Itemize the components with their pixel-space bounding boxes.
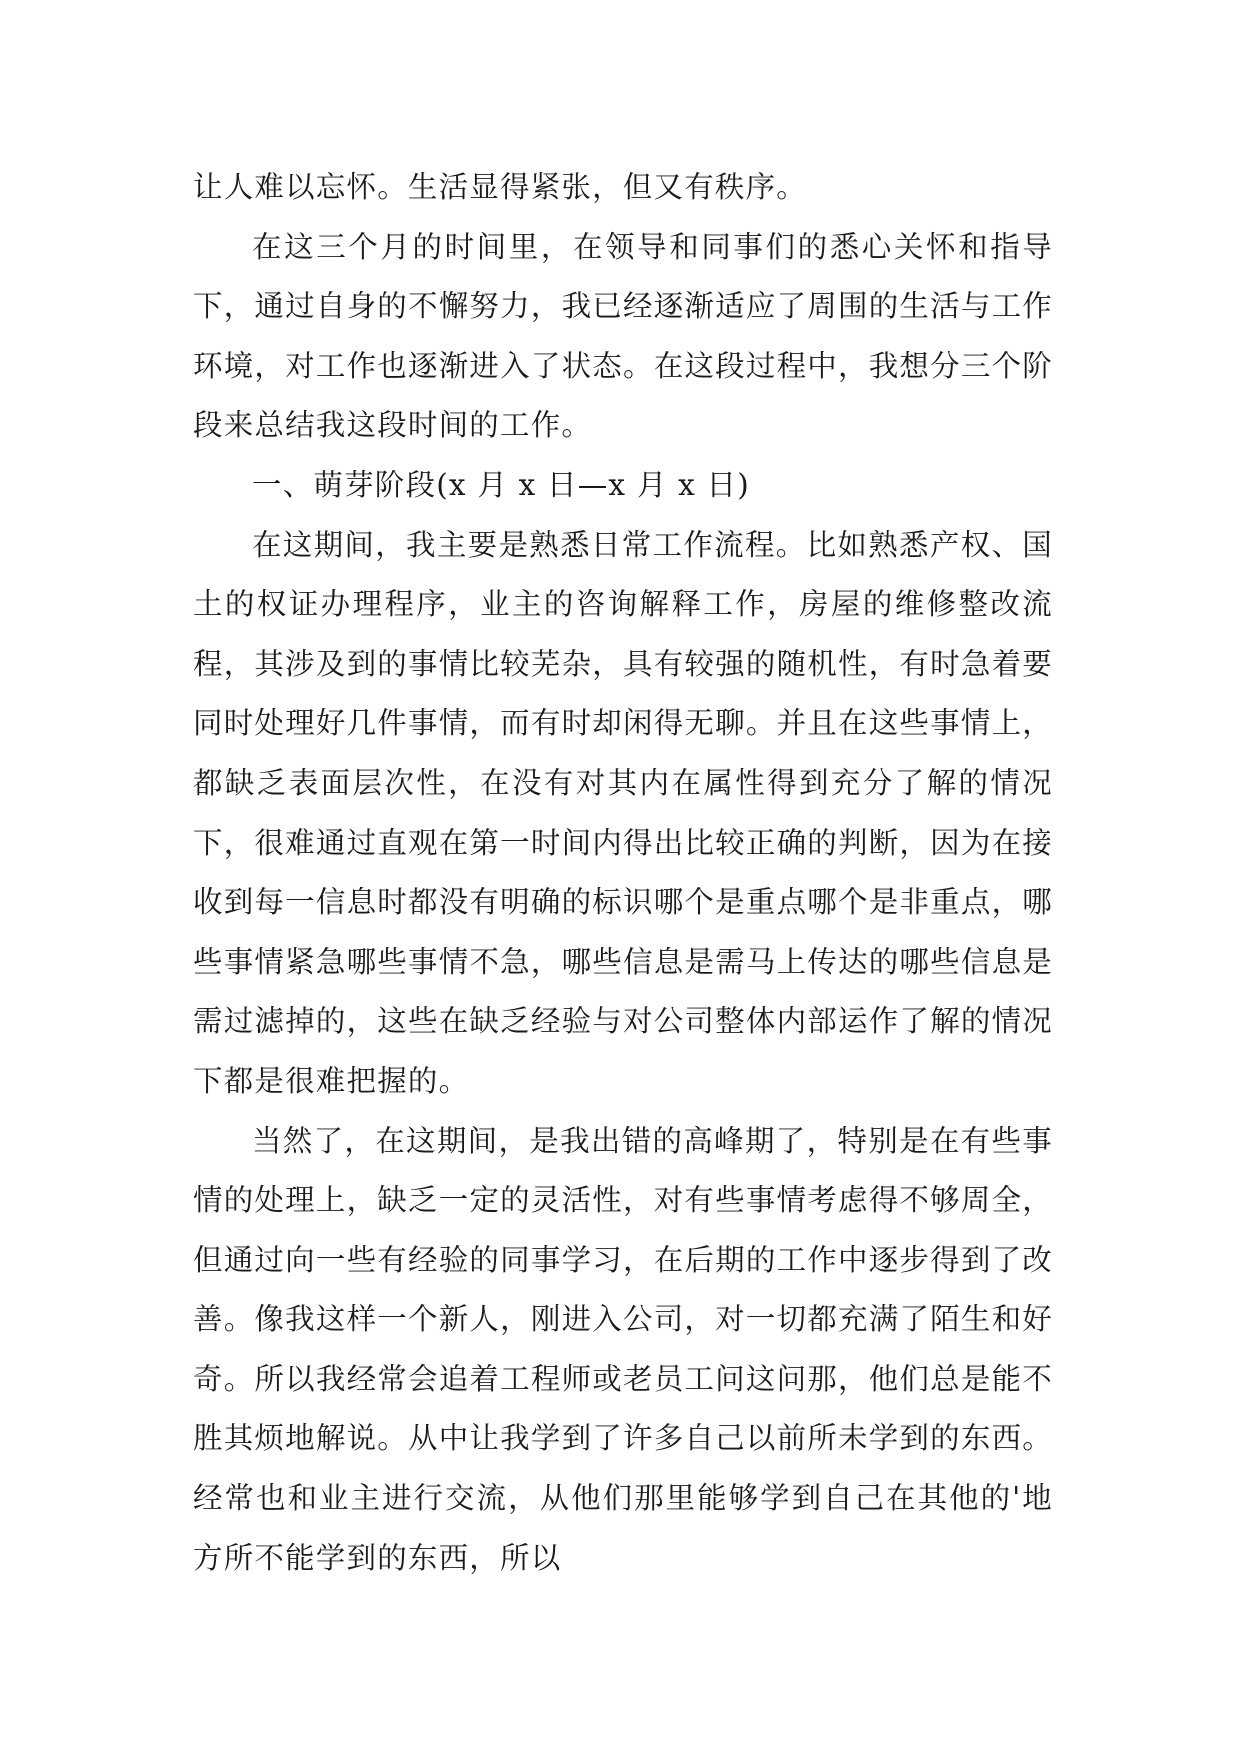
paragraph-learning: 当然了，在这期间，是我出错的高峰期了，特别是在有些事情的处理上，缺乏一定的灵活性，对有些事情考虑得不够周全，但通过向一些有经验的同事学习，在后期的工作中逐步得到了改善。像我这样一个新人，刚进入公司，对一切都充满了陌生和好奇。所以我经常会追着工程师或老员工问这问那，他们总是能不胜其烦地解说。从中让我学到了许多自己以前所未学到的东西。经常也和业主进行交流，从他们那里能够学到自己在其他的'地方所不能学到的东西，所以	[193, 1123, 1053, 1575]
section-heading-sprout-stage: 一、萌芽阶段(x 月 x 日—x 月 x 日)	[252, 467, 750, 502]
paragraph-stage-details: 在这期间，我主要是熟悉日常工作流程。比如熟悉产权、国土的权证办理程序，业主的咨询解释工作，房屋的维修整改流程，其涉及到的事情比较芜杂，具有较强的随机性，有时急着要同时处理好几件事情，而有时却闲得无聊。并且在这些事情上，都缺乏表面层次性，在没有对其内在属性得到充分了解的情况下，很难通过直观在第一时间内得出比较正确的判断，因为在接收到每一信息时都没有明确的标识哪个是重点哪个是非重点，哪些事情紧急哪些事情不急，哪些信息是需马上传达的哪些信息是需过滤掉的，这些在缺乏经验与对公司整体内部运作了解的情况下都是很难把握的。	[193, 527, 1053, 1098]
paragraph-continuation: 让人难以忘怀。生活显得紧张，但又有秩序。	[193, 170, 808, 204]
document-body	[193, 158, 1053, 1588]
paragraph-intro: 在这三个月的时间里，在领导和同事们的悉心关怀和指导下，通过自身的不懈努力，我已经逐渐适应了周围的生活与工作环境，对工作也逐渐进入了状态。在这段过程中，我想分三个阶段来总结我这段时间的工作。	[193, 229, 1053, 443]
